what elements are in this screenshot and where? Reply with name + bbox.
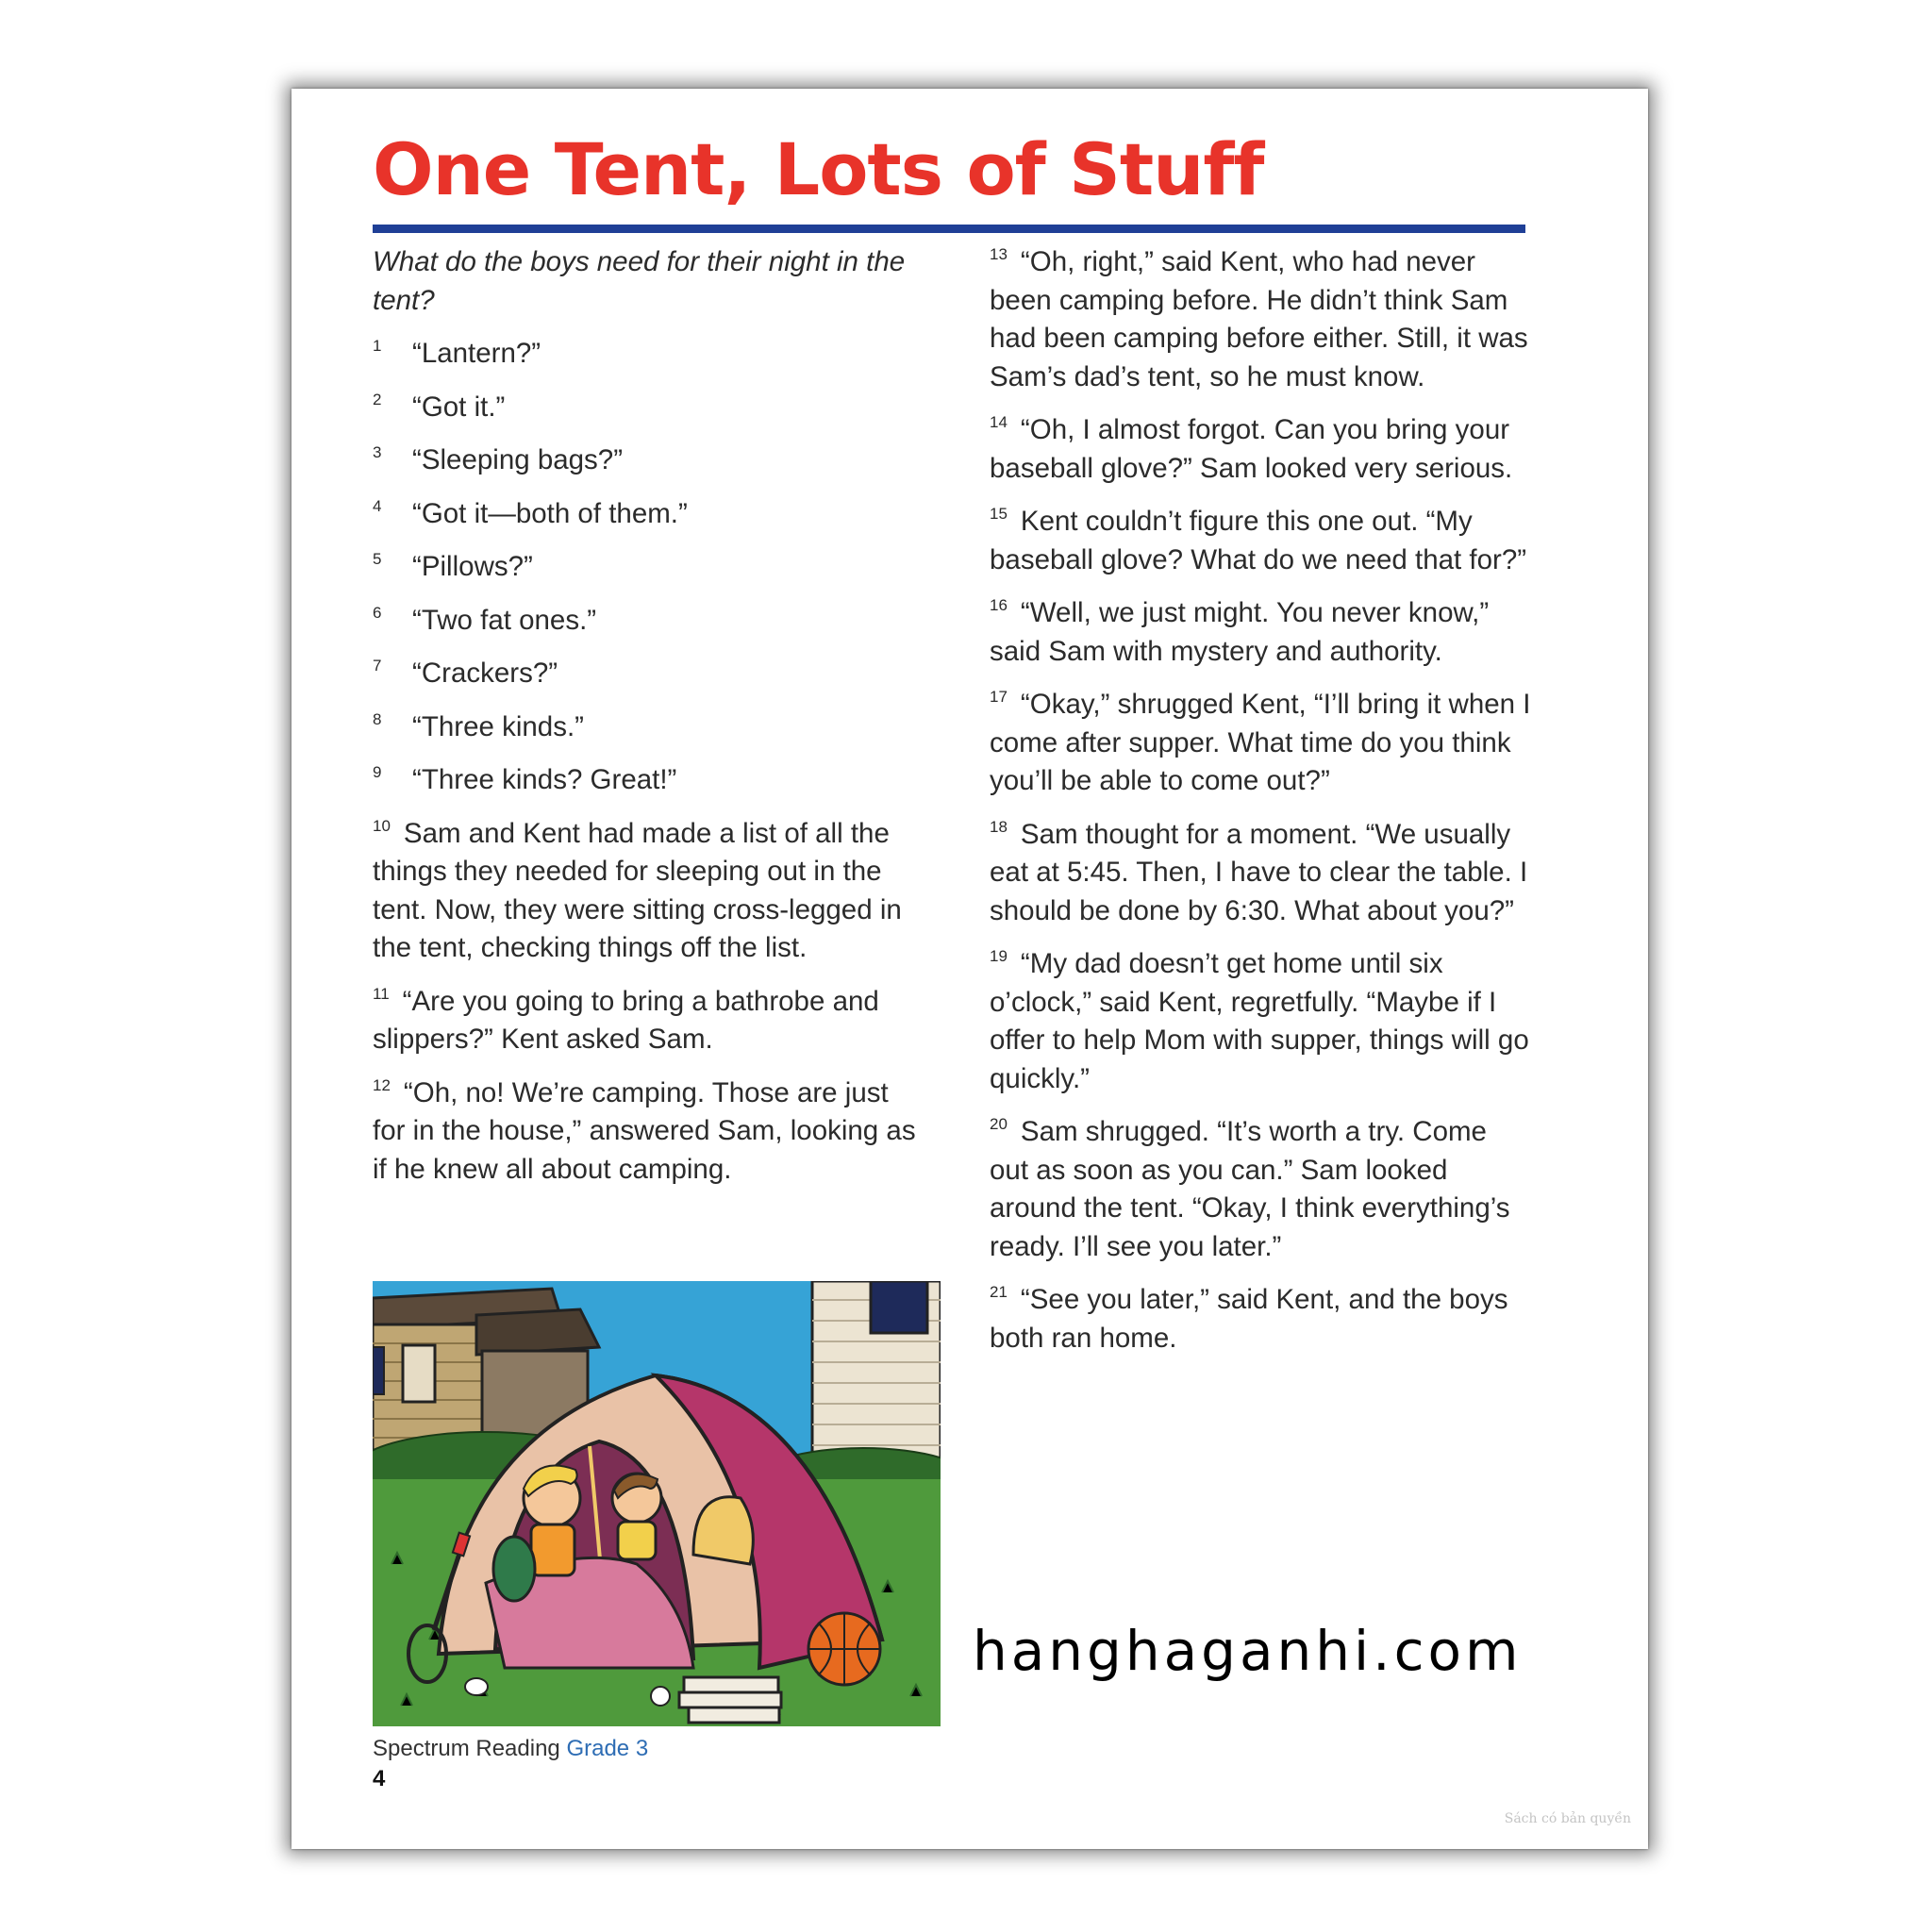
guiding-question: What do the boys need for their night in the tent? [373, 246, 906, 316]
paragraph-text: “Three kinds? Great!” [412, 764, 677, 795]
paragraph-text: “Oh, I almost forgot. Can you bring your baseball glove?” Sam looked very serious. [990, 414, 1513, 484]
paragraph-number: 2 [373, 390, 382, 408]
story-paragraph [373, 548, 920, 587]
story-paragraph [990, 686, 1532, 801]
watermark-text: hanghaganhi.com [973, 1619, 1523, 1683]
paragraph-number: 3 [373, 443, 382, 461]
paragraph-text: “Pillows?” [412, 551, 533, 582]
tent-illustration [373, 1281, 941, 1726]
paragraph-number: 18 [990, 817, 1008, 836]
paragraph-number: 20 [990, 1115, 1008, 1133]
paragraph-number: 21 [990, 1283, 1008, 1301]
paragraph-text: “Are you going to bring a bathrobe and slippers?” Kent asked Sam. [373, 985, 879, 1055]
story-paragraph [990, 1281, 1532, 1357]
paragraph-text: “Three kinds.” [412, 710, 584, 742]
paragraph-number: 5 [373, 550, 382, 568]
story-paragraph [373, 602, 920, 641]
story-paragraph [990, 243, 1532, 396]
story-paragraph [990, 594, 1532, 671]
paragraph-text: “My dad doesn’t get home until six o’clock,” said Kent, regretfully. “Maybe if I offer to help Mom with supper, things will go quickly.” [990, 948, 1529, 1094]
paragraph-number: 12 [373, 1075, 391, 1094]
paragraph-number: 7 [373, 657, 382, 675]
paragraph-text: “Lantern?” [412, 338, 541, 369]
paragraph-text: Sam shrugged. “It’s worth a try. Come out as soon as you can.” Sam looked around the tent. “Okay, I think everything’s ready. I’ll see you later.” [990, 1116, 1510, 1262]
story-paragraph [373, 708, 920, 747]
paragraph-text: “Well, we just might. You never know,” said Sam with mystery and authority. [990, 597, 1490, 667]
story-paragraph [373, 495, 920, 534]
paragraph-number: 1 [373, 337, 382, 355]
basketball-illustration [808, 1613, 880, 1685]
story-paragraph [373, 761, 920, 800]
paragraph-text: “Got it—both of them.” [412, 497, 688, 529]
paragraph-text: “Okay,” shrugged Kent, “I’ll bring it when I come after supper. What time do you think you’ll be able to come out?” [990, 689, 1531, 796]
paragraph-number: 14 [990, 413, 1008, 431]
paragraph-number: 9 [373, 763, 382, 781]
paragraph-text: “Crackers?” [412, 658, 558, 689]
grade-label: Grade 3 [566, 1736, 649, 1761]
story-paragraph [373, 983, 920, 1059]
page-number: 4 [373, 1766, 386, 1791]
paragraph-number: 16 [990, 596, 1008, 614]
story-paragraph [990, 945, 1532, 1098]
paragraph-number: 11 [373, 984, 390, 1003]
paragraph-text: “Oh, no! We’re camping. Those are just for in the house,” answered Sam, looking as if he knew all about camping. [373, 1076, 916, 1185]
story-paragraph [990, 1113, 1532, 1266]
paragraph-number: 6 [373, 603, 382, 622]
paragraph-text: “Oh, right,” said Kent, who had never been camping before. He didn’t think Sam had been camping before either. Still, it was Sam’s dad’s tent, so he must know. [990, 246, 1528, 392]
paragraph-text: Sam and Kent had made a list of all the things they needed for sleeping out in the tent. Now, they were sitting cross-legged in the tent, checking things off the list. [373, 817, 902, 963]
paragraph-text: “Sleeping bags?” [412, 444, 624, 475]
paragraph-text: “See you later,” said Kent, and the boys both ran home. [990, 1284, 1508, 1354]
copyright-notice: Sách có bản quyền [1504, 1811, 1631, 1826]
right-column [990, 243, 1532, 1373]
paragraph-text: “Two fat ones.” [412, 604, 597, 636]
page-footer [373, 1736, 648, 1762]
left-column [373, 243, 920, 1204]
paragraph-number: 19 [990, 947, 1008, 965]
title-rule [373, 225, 1525, 233]
page-title: One Tent, Lots of Stuff [373, 127, 1264, 211]
story-paragraph [373, 335, 920, 374]
story-paragraph [373, 815, 920, 968]
paragraph-number: 13 [990, 245, 1008, 263]
story-paragraph [990, 503, 1532, 579]
story-paragraph [373, 655, 920, 693]
paragraph-number: 4 [373, 496, 382, 515]
paragraph-number: 15 [990, 505, 1008, 523]
paragraph-number: 8 [373, 709, 382, 728]
paragraph-number: 10 [373, 816, 391, 835]
paragraph-number: 17 [990, 688, 1008, 706]
story-paragraph [373, 1074, 920, 1190]
story-paragraph [373, 441, 920, 480]
paragraph-text: Kent couldn’t figure this one out. “My baseball glove? What do we need that for?” [990, 506, 1527, 575]
story-paragraph [990, 411, 1532, 488]
paragraph-text: “Got it.” [412, 391, 506, 423]
book-page [291, 89, 1648, 1849]
story-paragraph [990, 816, 1532, 931]
story-paragraph [373, 389, 920, 427]
series-name: Spectrum Reading [373, 1736, 560, 1761]
paragraph-text: Sam thought for a moment. “We usually eat at 5:45. Then, I have to clear the table. I should be done by 6:30. What about you?” [990, 818, 1528, 926]
